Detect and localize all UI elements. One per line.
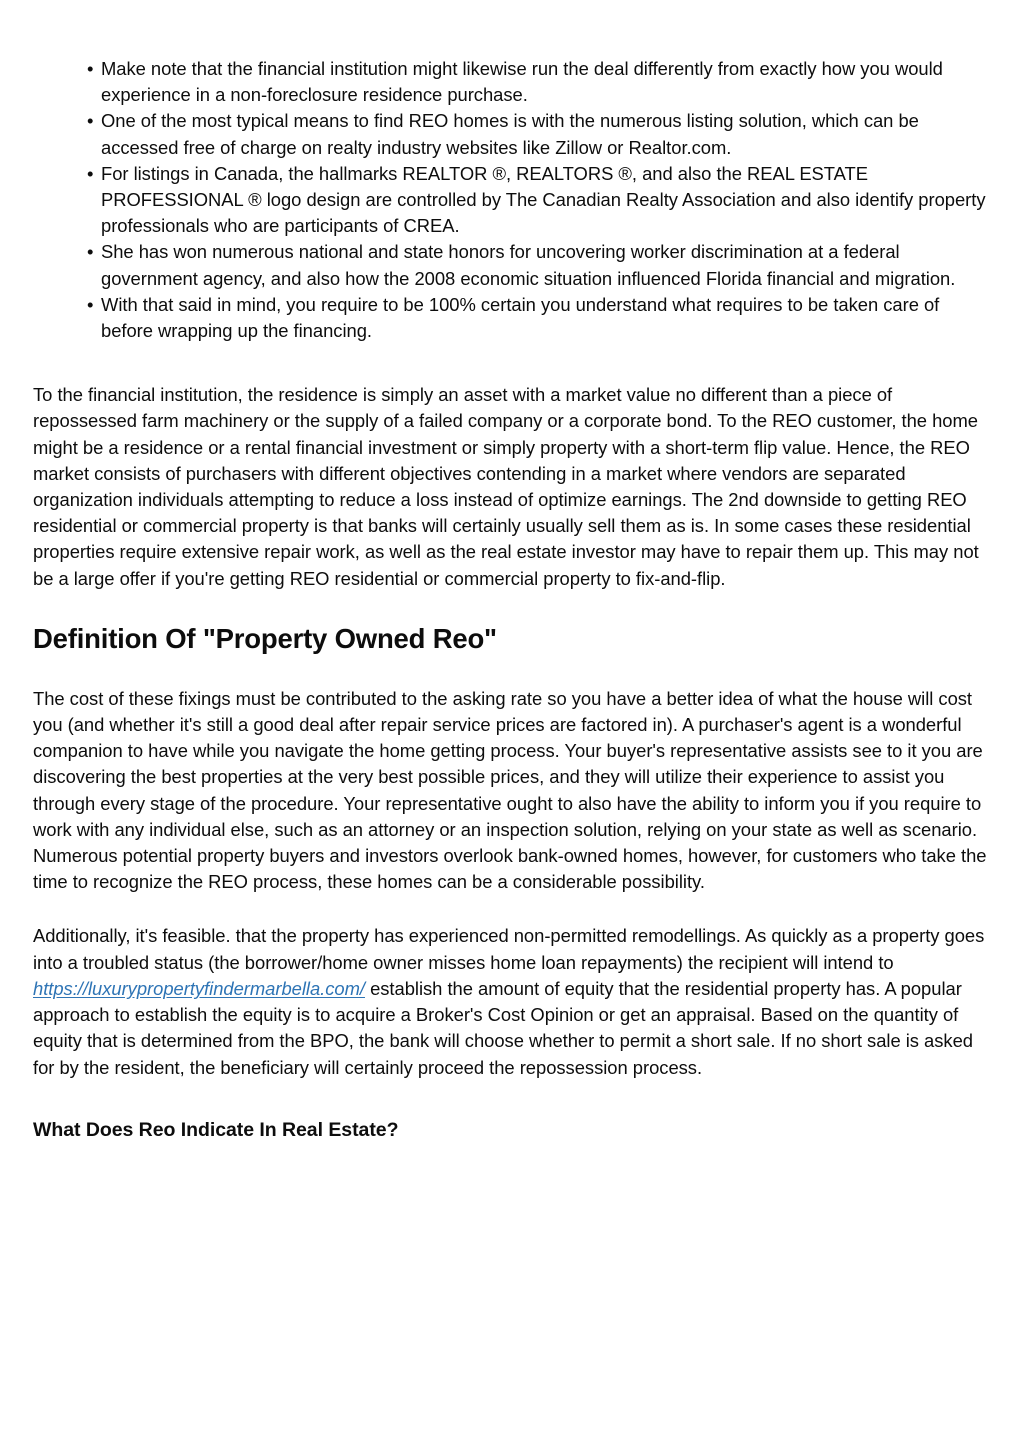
bullet-marker-icon: • [87,293,94,315]
spacer [33,344,991,382]
list-item [33,56,991,108]
bullet-marker-icon: • [87,110,94,132]
list-item [33,161,991,240]
bullet-marker-icon: • [87,58,94,79]
list-item-text: For listings in Canada, the hallmarks REALTOR ®, REALTORS ®, and also the REAL ESTATE PROFESSIONAL ® logo design are controlled by The Canadian Realty Association and also identify property professionals who are participants of CREA. [101,162,986,237]
bullet-marker-icon: • [87,241,94,263]
spacer [33,592,991,622]
page-title: Definition Of "Property Owned Reo" [33,622,497,654]
paragraph-intro: To the financial institution, the residence is simply an asset with a market value no different than a piece of repossessed farm machinery or the supply of a failed company or a corporate bond. To the REO customer, the home might be a residence or a rental financial investment or simply property with a short-term flip value. Hence, the REO market consists of purchasers with different objectives contending in a market where vendors are separated organization individuals attempting to reduce a loss instead of optimize earnings. The 2nd downside to getting REO residential or commercial property is that banks will certainly usually sell them as is. In some cases these residential properties require extensive repair work, as well as the real estate investor may have to repair them up. This may not be a large offer if you're getting REO residential or commercial property to fix-and-flip. [33,384,979,589]
list-item-text: With that said in mind, you require to be 100% certain you understand what requires to be taken care of before wrapping up the financing. [101,293,940,342]
spacer [33,656,991,686]
list-item-text: Make note that the financial institution might likewise run the deal differently from exactly how you would experience in a non-foreclosure residence purchase. [101,58,943,106]
section-subheading: What Does Reo Indicate In Real Estate? [33,1118,399,1141]
list-item [33,292,991,344]
paragraph-equity-after-link: establish the amount of equity that the residential property has. A popular approach to establish the equity is to acquire a Broker's Cost Opinion or get an appraisal. Based on the quantity of equity that is determined from the BPO, the bank will choose whether to permit a short sale. If no short sale is asked for by the resident, the beneficiary will certainly proceed the repossession process. [33,977,973,1078]
spacer [33,895,991,923]
external-link[interactable]: https://luxurypropertyfindermarbella.com/ [33,977,365,999]
list-item [33,108,991,160]
paragraph-after-heading: The cost of these fixings must be contributed to the asking rate so you have a better idea of what the house will cost you (and whether it's still a good deal after repair service prices are factored in). A purchaser's agent is a wonderful companion to have while you navigate the home getting process. Your buyer's representative assists see to it you are discovering the best properties at the very best possible prices, and they will utilize their experience to assist you through every stage of the procedure. Your representative ought to also have the ability to inform you if you require to work with any individual else, such as an attorney or an inspection solution, relying on your state as well as scenario. Numerous potential property buyers and investors overlook bank-owned homes, however, for customers who take the time to recognize the REO process, these homes can be a considerable possibility. [33,687,987,893]
bullet-list [33,56,991,344]
paragraph-equity [33,923,991,1080]
document-content [33,56,991,1143]
spacer [33,1081,991,1117]
list-item-text: She has won numerous national and state honors for uncovering worker discrimination at a federal government agency, and also how the 2008 economic situation influenced Florida financial and migration. [101,241,956,289]
paragraph-equity-before-link: Additionally, it's feasible. that the property has experienced non-permitted remodellings. As quickly as a property goes into a troubled status (the borrower/home owner misses home loan repayments) the recipient will intend to [33,925,985,973]
list-item [33,239,991,291]
list-item-text: One of the most typical means to find REO homes is with the numerous listing solution, which can be accessed free of charge on realty industry websites like Zillow or Realtor.com. [101,110,919,158]
bullet-marker-icon: • [87,162,94,184]
